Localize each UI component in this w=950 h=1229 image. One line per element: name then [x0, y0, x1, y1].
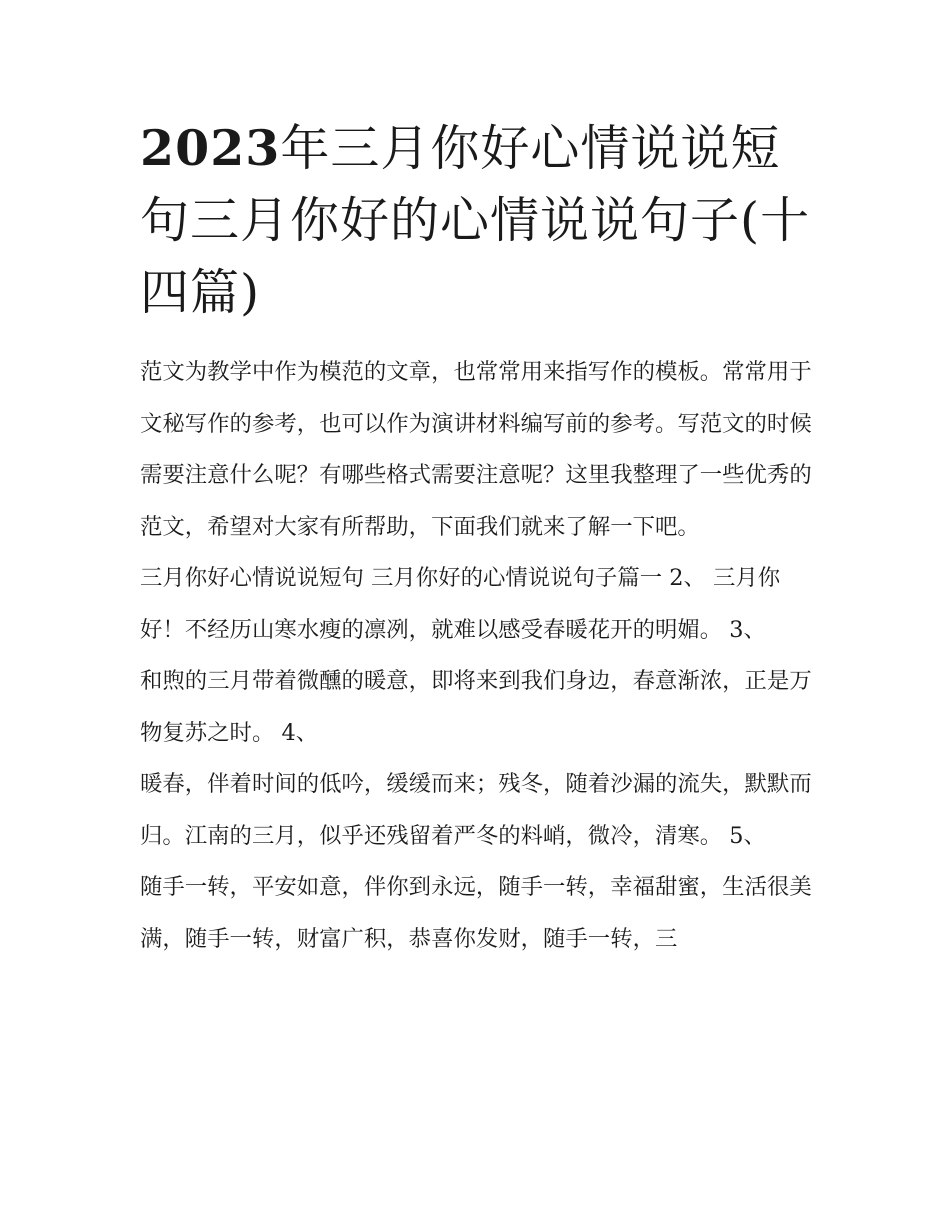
paragraph-4: 随手一转，平安如意，伴你到永远，随手一转，幸福甜蜜，生活很美满，随手一转，财富广积，恭喜你发财，随手一转，三 — [140, 874, 812, 952]
title-text: 年三月你好心情说说短句三月你好的心情说说句子(十四篇) — [140, 120, 811, 321]
document-body — [140, 347, 812, 965]
paragraph-intro: 范文为教学中作为模范的文章，也常常用来指写作的模板。常常用于文秘写作的参考，也可以作为演讲材料编写前的参考。写范文的时候需要注意什么呢？有哪些格式需要注意呢？这里我整理了一些优秀的范文，希望对大家有所帮助，下面我们就来了解一下吧。 — [140, 359, 812, 540]
paragraph-1: 三月你好心情说说短句 三月你好的心情说说句子篇一 2、 三月你好！不经历山寒水瘦的凛冽，就难以感受春暖花开的明媚。 3、 — [140, 565, 781, 643]
title-year: 2023 — [140, 119, 281, 177]
document-title — [140, 112, 812, 329]
paragraph-2: 和煦的三月带着微醺的暖意，即将来到我们身边，春意渐浓，正是万物复苏之时。 4、 — [140, 668, 812, 746]
paragraph-3: 暖春，伴着时间的低吟，缓缓而来；残冬，随着沙漏的流失，默默而归。江南的三月，似乎还残留着严冬的料峭，微冷，清寒。 5、 — [140, 771, 812, 849]
document-page — [140, 112, 812, 965]
